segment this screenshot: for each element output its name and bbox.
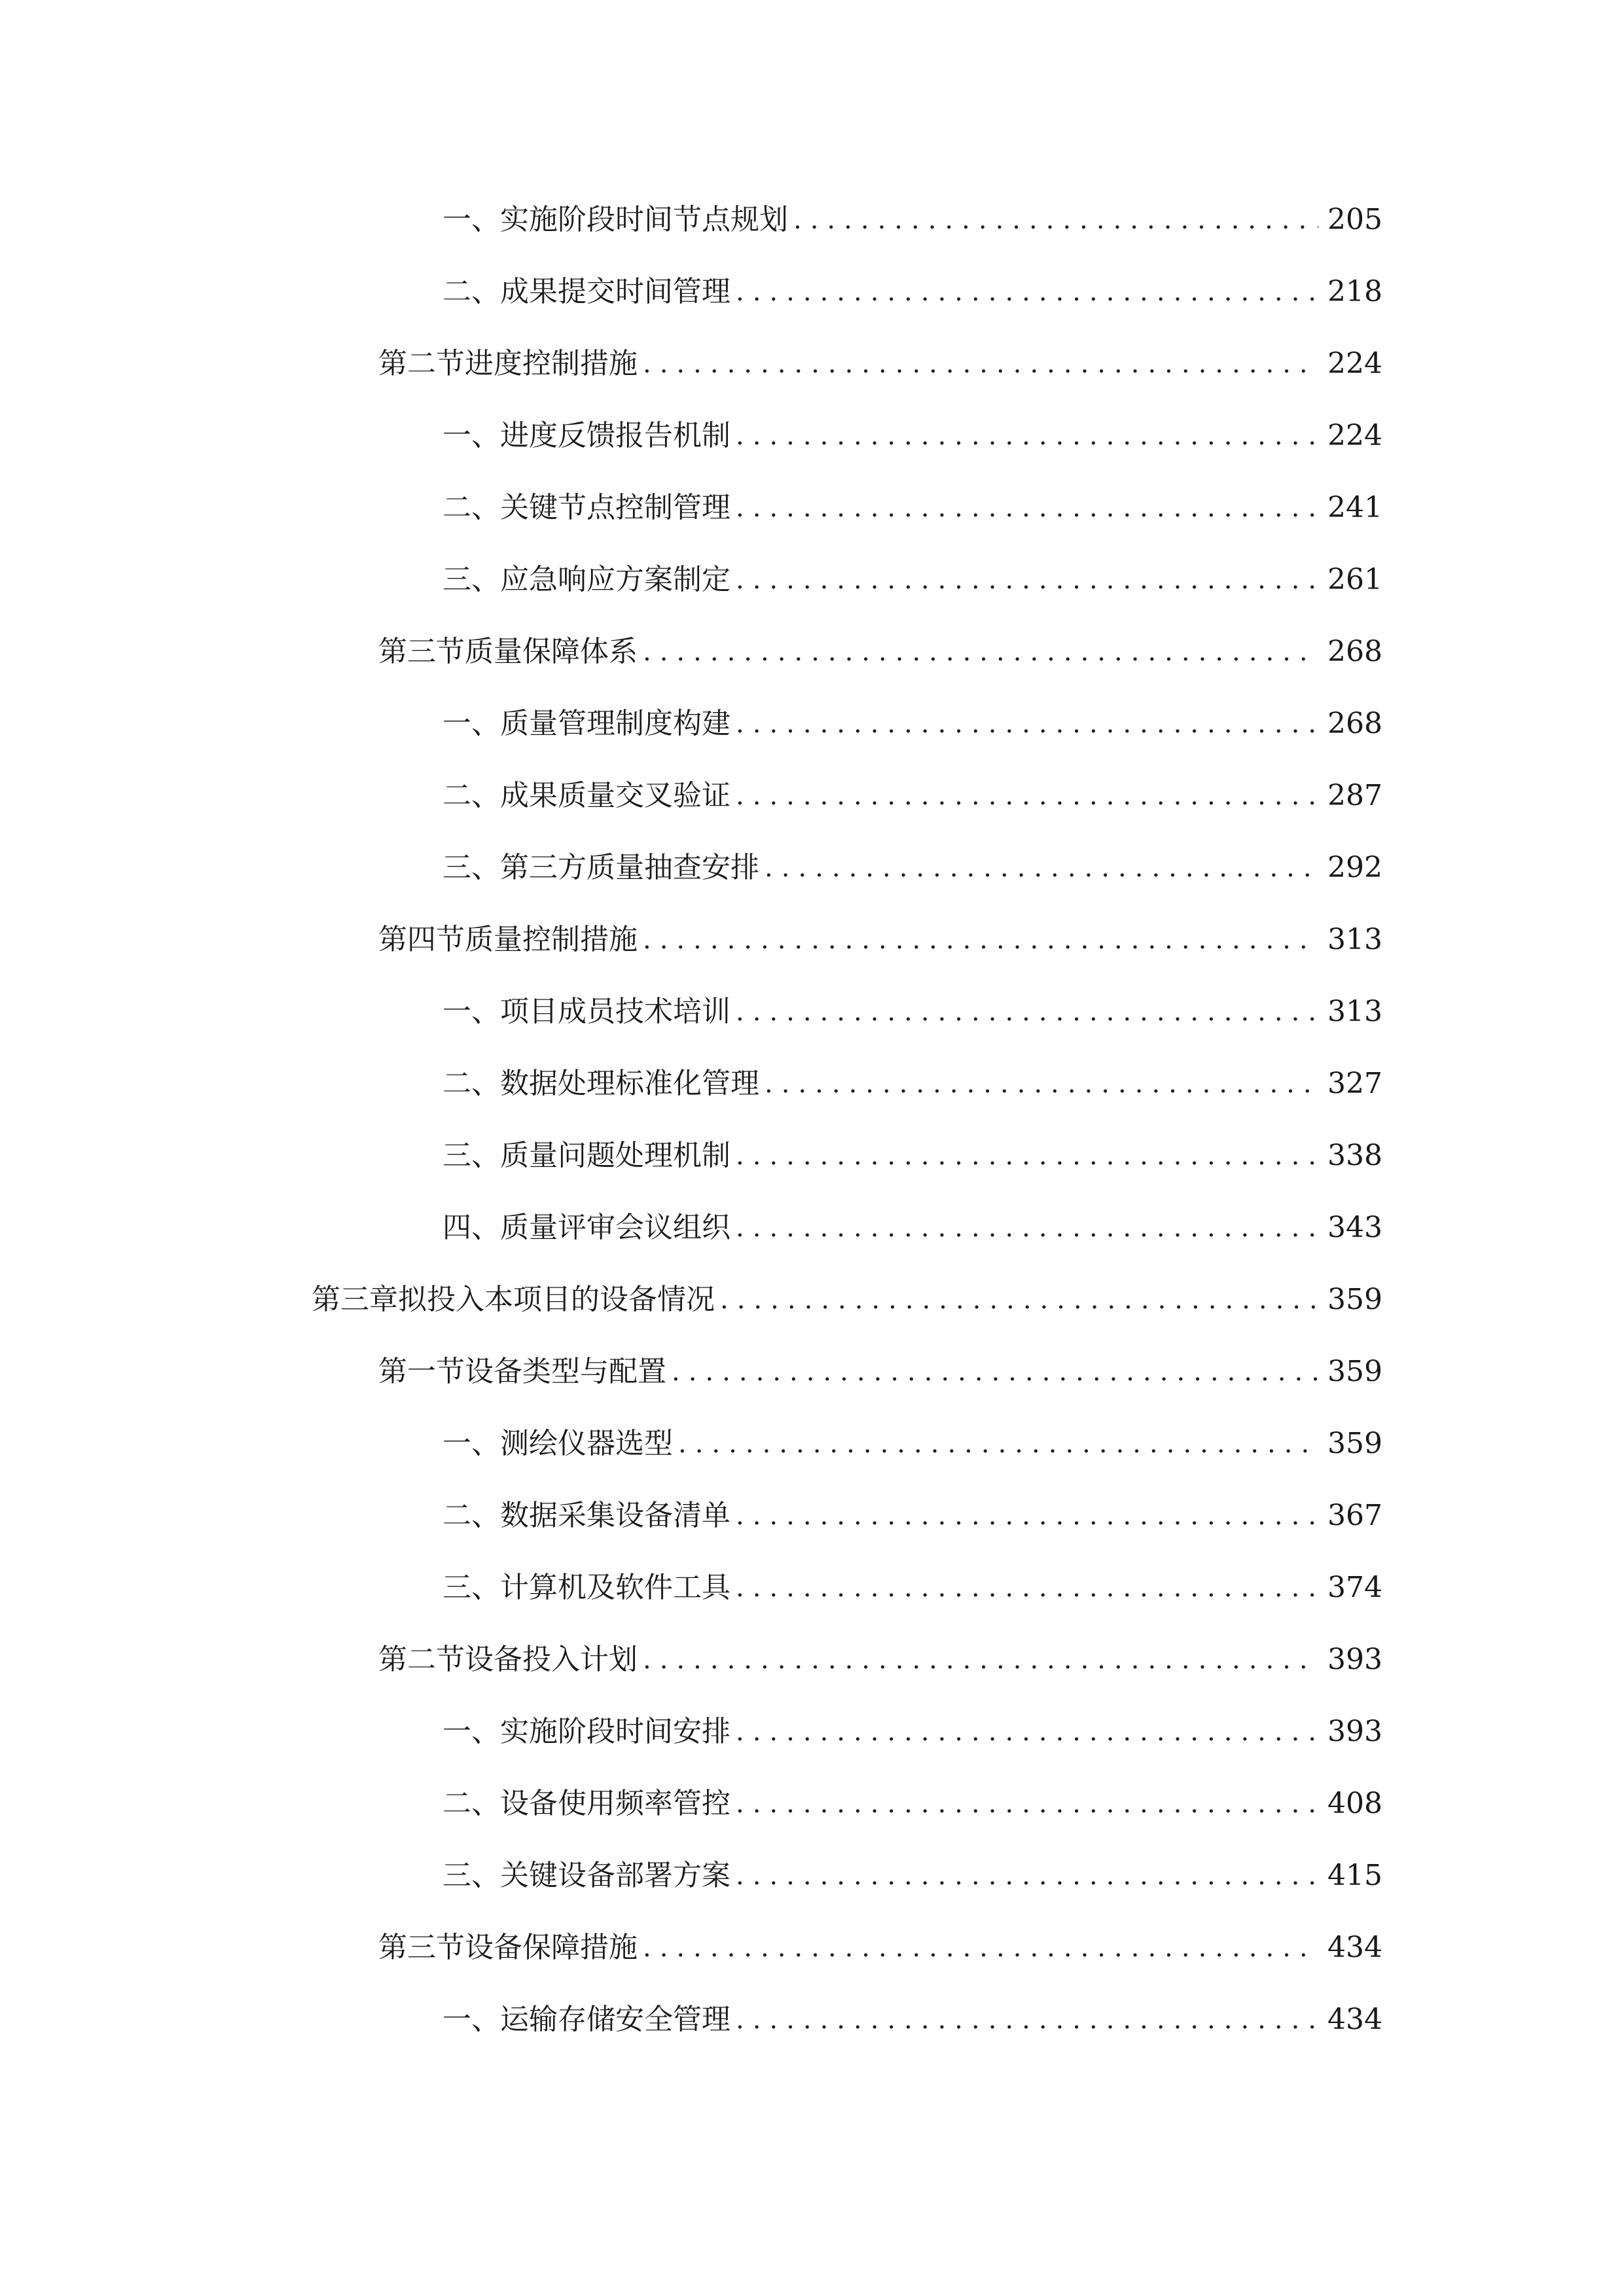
toc-entry-number: 三、 <box>442 1139 500 1172</box>
toc-entry-title: 设备使用频率管控 <box>500 1787 731 1820</box>
toc-entry-page-number: 205 <box>1327 203 1382 236</box>
toc-entry-page-number: 261 <box>1327 563 1382 596</box>
toc-entry-title: 项目成员技术培训 <box>500 995 731 1028</box>
toc-dot-leader <box>672 1346 1318 1398</box>
toc-entry-title: 质量保障体系 <box>465 635 638 668</box>
toc-entry[interactable] <box>442 1778 1382 1830</box>
toc-entry-page-number: 415 <box>1327 1859 1382 1892</box>
toc-entry-page-number: 268 <box>1327 635 1382 668</box>
toc-entry[interactable] <box>442 410 1382 462</box>
toc-entry-title: 进度控制措施 <box>465 347 638 380</box>
toc-entry-page-number: 313 <box>1327 995 1382 1028</box>
toc-entry-number: 第三章 <box>312 1283 398 1316</box>
toc-entry-title: 设备保障措施 <box>465 1931 638 1964</box>
toc-dot-leader <box>643 1922 1318 1974</box>
toc-entry[interactable] <box>378 338 1382 390</box>
toc-entry-number: 一、 <box>442 203 500 236</box>
toc-entry-title: 质量评审会议组织 <box>500 1211 731 1244</box>
toc-entry[interactable] <box>442 1706 1382 1758</box>
toc-entry-title: 质量管理制度构建 <box>500 707 731 740</box>
toc-dot-leader <box>643 626 1318 678</box>
toc-dot-leader <box>736 1778 1318 1830</box>
toc-dot-leader <box>736 698 1318 750</box>
toc-entry-title: 质量控制措施 <box>465 923 638 956</box>
toc-dot-leader <box>678 1418 1318 1470</box>
toc-entry-number: 三、 <box>442 851 500 884</box>
toc-entry-number: 第三节 <box>378 635 465 668</box>
toc-entry-number: 第二节 <box>378 1643 465 1676</box>
toc-entry-title: 实施阶段时间安排 <box>500 1715 731 1748</box>
toc-entry-number: 第二节 <box>378 347 465 380</box>
toc-entry[interactable] <box>442 1490 1382 1542</box>
toc-entry[interactable] <box>442 1418 1382 1470</box>
toc-entry-page-number: 224 <box>1327 347 1382 380</box>
toc-entry[interactable] <box>442 1130 1382 1182</box>
toc-entry-title: 测绘仪器选型 <box>500 1427 673 1460</box>
toc-entry-page-number: 359 <box>1327 1355 1382 1388</box>
toc-entry[interactable] <box>442 770 1382 822</box>
toc-entry-page-number: 434 <box>1327 2003 1382 2036</box>
toc-entry-title: 计算机及软件工具 <box>500 1571 731 1604</box>
toc-entry-page-number: 338 <box>1327 1139 1382 1172</box>
toc-entry[interactable] <box>442 1994 1382 2046</box>
toc-entry-number: 第三节 <box>378 1931 465 1964</box>
toc-entry[interactable] <box>442 1058 1382 1110</box>
toc-entry-number: 第四节 <box>378 923 465 956</box>
toc-dot-leader <box>736 1994 1318 2046</box>
toc-entry-number: 一、 <box>442 2003 500 2036</box>
toc-entry-page-number: 241 <box>1327 491 1382 524</box>
toc-dot-leader <box>736 770 1318 822</box>
toc-entry-page-number: 287 <box>1327 779 1382 812</box>
toc-dot-leader <box>765 1058 1318 1110</box>
toc-entry-number: 一、 <box>442 995 500 1028</box>
toc-entry-page-number: 292 <box>1327 851 1382 884</box>
toc-entry-title: 数据采集设备清单 <box>500 1499 731 1532</box>
toc-entry[interactable] <box>442 266 1382 318</box>
toc-dot-leader <box>736 482 1318 534</box>
toc-dot-leader <box>736 266 1318 318</box>
toc-entry-title: 成果质量交叉验证 <box>500 779 731 812</box>
toc-entry-title: 关键节点控制管理 <box>500 491 731 524</box>
toc-entry-page-number: 367 <box>1327 1499 1382 1532</box>
toc-entry-number: 一、 <box>442 419 500 452</box>
toc-entry[interactable] <box>378 626 1382 678</box>
toc-dot-leader <box>720 1274 1318 1326</box>
toc-entry-title: 设备投入计划 <box>465 1643 638 1676</box>
toc-entry[interactable] <box>442 986 1382 1038</box>
toc-entry-number: 二、 <box>442 1499 500 1532</box>
toc-entry-number: 四、 <box>442 1211 500 1244</box>
toc-entry-page-number: 434 <box>1327 1931 1382 1964</box>
toc-dot-leader <box>736 410 1318 462</box>
toc-entry-title: 第三方质量抽查安排 <box>500 851 759 884</box>
toc-entry[interactable] <box>378 914 1382 966</box>
toc-entry-page-number: 343 <box>1327 1211 1382 1244</box>
toc-entry-number: 二、 <box>442 1787 500 1820</box>
toc-entry-page-number: 374 <box>1327 1571 1382 1604</box>
toc-entry[interactable] <box>442 1202 1382 1254</box>
toc-dot-leader <box>643 914 1318 966</box>
toc-dot-leader <box>643 1634 1318 1686</box>
toc-entry-title: 实施阶段时间节点规划 <box>500 203 788 236</box>
toc-entry-number: 三、 <box>442 563 500 596</box>
toc-dot-leader <box>736 1202 1318 1254</box>
toc-entry-title: 质量问题处理机制 <box>500 1139 731 1172</box>
toc-entry-page-number: 268 <box>1327 707 1382 740</box>
toc-entry-number: 一、 <box>442 707 500 740</box>
toc-entry[interactable] <box>442 842 1382 894</box>
toc-entry-page-number: 393 <box>1327 1643 1382 1676</box>
toc-entry[interactable] <box>442 194 1382 246</box>
toc-entry-title: 设备类型与配置 <box>465 1355 666 1388</box>
toc-entry-page-number: 327 <box>1327 1067 1382 1100</box>
toc-entry[interactable] <box>442 554 1382 606</box>
toc-entry-title: 应急响应方案制定 <box>500 563 731 596</box>
toc-entry-number: 第一节 <box>378 1355 465 1388</box>
toc-entry-number: 二、 <box>442 1067 500 1100</box>
toc-entry-page-number: 393 <box>1327 1715 1382 1748</box>
toc-entry-title: 关键设备部署方案 <box>500 1859 731 1892</box>
toc-entry-page-number: 224 <box>1327 419 1382 452</box>
toc-entry-number: 一、 <box>442 1715 500 1748</box>
toc-entry-number: 三、 <box>442 1571 500 1604</box>
toc-entry-title: 数据处理标准化管理 <box>500 1067 759 1100</box>
toc-entry[interactable] <box>442 482 1382 534</box>
toc-dot-leader <box>736 554 1318 606</box>
toc-entry-title: 拟投入本项目的设备情况 <box>398 1283 715 1316</box>
toc-entry-page-number: 359 <box>1327 1283 1382 1316</box>
toc-entry-title: 运输存储安全管理 <box>500 2003 731 2036</box>
toc-entry-page-number: 218 <box>1327 275 1382 308</box>
toc-entry-number: 二、 <box>442 491 500 524</box>
toc-entry[interactable] <box>442 698 1382 750</box>
toc-dot-leader <box>736 1562 1318 1614</box>
toc-entry-page-number: 359 <box>1327 1427 1382 1460</box>
toc-entry[interactable] <box>442 1850 1382 1902</box>
toc-entry[interactable] <box>378 1922 1382 1974</box>
toc-dot-leader <box>643 338 1318 390</box>
toc-entry-page-number: 408 <box>1327 1787 1382 1820</box>
toc-entry-number: 二、 <box>442 779 500 812</box>
toc-dot-leader <box>765 842 1318 894</box>
toc-dot-leader <box>736 986 1318 1038</box>
toc-entry[interactable] <box>378 1634 1382 1686</box>
toc-dot-leader <box>793 194 1318 246</box>
toc-entry-number: 三、 <box>442 1859 500 1892</box>
toc-entry[interactable] <box>312 1274 1382 1326</box>
toc-entry-page-number: 313 <box>1327 923 1382 956</box>
toc-entry[interactable] <box>378 1346 1382 1398</box>
toc-dot-leader <box>736 1850 1318 1902</box>
toc-entry-number: 二、 <box>442 275 500 308</box>
toc-entry-number: 一、 <box>442 1427 500 1460</box>
toc-entry[interactable] <box>442 1562 1382 1614</box>
toc-entry-title: 成果提交时间管理 <box>500 275 731 308</box>
toc-dot-leader <box>736 1130 1318 1182</box>
toc-entry-title: 进度反馈报告机制 <box>500 419 731 452</box>
toc-dot-leader <box>736 1490 1318 1542</box>
toc-dot-leader <box>736 1706 1318 1758</box>
